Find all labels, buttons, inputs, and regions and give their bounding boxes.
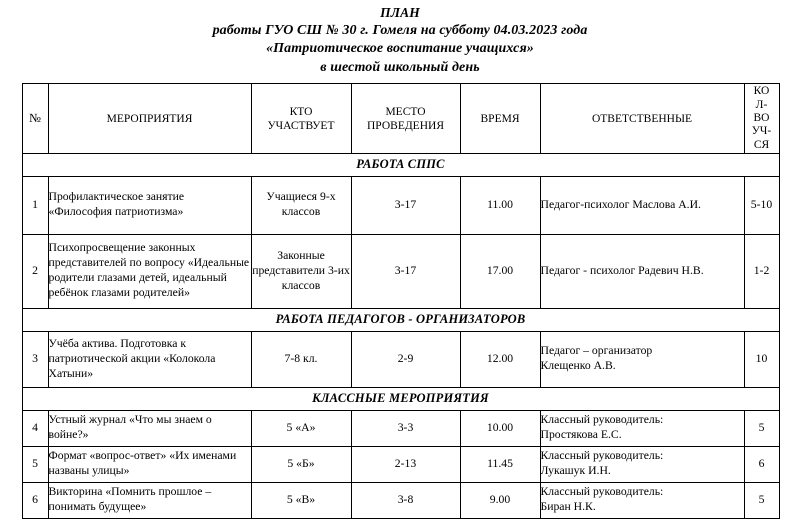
cell-number: 2	[22, 234, 48, 308]
cell-place: 2-13	[351, 446, 460, 482]
cell-responsible-line1: Классный руководитель:	[540, 413, 664, 427]
column-header-participants-line1: КТО	[289, 105, 313, 118]
column-header-quantity-line3: ВО	[753, 111, 770, 124]
cell-responsible	[540, 331, 744, 387]
document-title-block	[0, 0, 800, 77]
page-title: ПЛАН	[380, 5, 420, 20]
title-subline-theme: «Патриотическое воспитание учащихся»	[266, 41, 534, 57]
plan-table	[22, 83, 780, 519]
cell-participants: 5 «Б»	[251, 446, 351, 482]
cell-number: 1	[22, 176, 48, 234]
column-header-quantity-line1: КО	[753, 85, 770, 98]
cell-responsible	[540, 234, 744, 308]
table-row	[22, 331, 779, 387]
table-row	[22, 176, 779, 234]
cell-responsible-line1: Педагог-психолог Маслова А.И.	[540, 197, 701, 211]
cell-time: 11.00	[460, 176, 540, 234]
column-header-participants	[251, 84, 351, 154]
section-divider-row	[22, 308, 779, 331]
column-header-quantity	[744, 84, 779, 154]
cell-responsible	[540, 176, 744, 234]
cell-time: 17.00	[460, 234, 540, 308]
cell-number: 3	[22, 331, 48, 387]
cell-responsible-line1: Классный руководитель:	[540, 449, 664, 463]
cell-responsible-line2: Простякова Е.С.	[540, 428, 622, 442]
column-header-number: №	[22, 84, 48, 154]
column-header-quantity-line5: СЯ	[753, 138, 770, 151]
cell-responsible-line2: Лукашук И.Н.	[540, 464, 611, 478]
section-title-sppc: РАБОТА СППС	[22, 153, 779, 176]
title-subline-organization: работы ГУО СШ № 30 г. Гомеля на субботу 04.03.2023 года	[212, 22, 588, 38]
cell-number: 4	[22, 410, 48, 446]
table-row	[22, 234, 779, 308]
cell-quantity: 5	[744, 410, 779, 446]
section-divider-row	[22, 387, 779, 410]
column-header-place	[351, 84, 460, 154]
cell-place: 2-9	[351, 331, 460, 387]
cell-participants: 7-8 кл.	[251, 331, 351, 387]
cell-responsible	[540, 446, 744, 482]
cell-place: 3-17	[351, 176, 460, 234]
column-header-participants-line2: УЧАСТВУЕТ	[267, 119, 335, 132]
column-header-place-line1: МЕСТО	[385, 105, 426, 118]
cell-event: Психопросвещение законных представителей по вопросу «Идеальные родители глазами детей, идеальный ребёнок глазами родителей»	[48, 234, 251, 308]
column-header-time: ВРЕМЯ	[460, 84, 540, 154]
cell-participants: Учащиеся 9-х классов	[251, 176, 351, 234]
cell-quantity: 5-10	[744, 176, 779, 234]
cell-quantity: 6	[744, 446, 779, 482]
column-header-quantity-line2: Л-	[755, 98, 768, 111]
section-title-class-events: КЛАССНЫЕ МЕРОПРИЯТИЯ	[22, 387, 779, 410]
cell-responsible-line1: Классный руководитель:	[540, 485, 664, 499]
column-header-quantity-line4: УЧ-	[751, 125, 772, 138]
cell-number: 6	[22, 482, 48, 518]
plan-table-wrapper	[22, 83, 779, 519]
column-header-place-line2: ПРОВЕДЕНИЯ	[367, 119, 444, 132]
table-row	[22, 446, 779, 482]
cell-responsible	[540, 410, 744, 446]
cell-event: Формат «вопрос-ответ» «Их именами названы улицы»	[48, 446, 251, 482]
cell-participants: Законные представители 3-их классов	[251, 234, 351, 308]
cell-number: 5	[22, 446, 48, 482]
cell-quantity: 5	[744, 482, 779, 518]
cell-participants: 5 «В»	[251, 482, 351, 518]
section-title-organizers: РАБОТА ПЕДАГОГОВ - ОРГАНИЗАТОРОВ	[22, 308, 779, 331]
cell-responsible-line1: Педагог – организатор	[540, 344, 653, 358]
cell-participants: 5 «А»	[251, 410, 351, 446]
cell-place: 3-3	[351, 410, 460, 446]
table-row	[22, 410, 779, 446]
cell-responsible-line2: Клещенко А.В.	[540, 359, 616, 373]
cell-event: Учёба актива. Подготовка к патриотической акции «Колокола Хатыни»	[48, 331, 251, 387]
cell-event: Устный журнал «Что мы знаем о войне?»	[48, 410, 251, 446]
column-header-event: МЕРОПРИЯТИЯ	[48, 84, 251, 154]
cell-place: 3-17	[351, 234, 460, 308]
cell-time: 9.00	[460, 482, 540, 518]
cell-quantity: 10	[744, 331, 779, 387]
column-header-responsible: ОТВЕТСТВЕННЫЕ	[540, 84, 744, 154]
cell-quantity: 1-2	[744, 234, 779, 308]
title-subline-day: в шестой школьный день	[320, 59, 480, 75]
cell-event: Викторина «Помнить прошлое – понимать будущее»	[48, 482, 251, 518]
table-header-row	[22, 84, 779, 154]
cell-time: 10.00	[460, 410, 540, 446]
cell-event: Профилактическое занятие «Философия патриотизма»	[48, 176, 251, 234]
cell-responsible-line1: Педагог - психолог Радевич Н.В.	[540, 263, 704, 277]
section-divider-row	[22, 153, 779, 176]
table-row	[22, 482, 779, 518]
cell-time: 11.45	[460, 446, 540, 482]
cell-place: 3-8	[351, 482, 460, 518]
cell-time: 12.00	[460, 331, 540, 387]
cell-responsible-line2: Биран Н.К.	[540, 500, 596, 514]
cell-responsible	[540, 482, 744, 518]
